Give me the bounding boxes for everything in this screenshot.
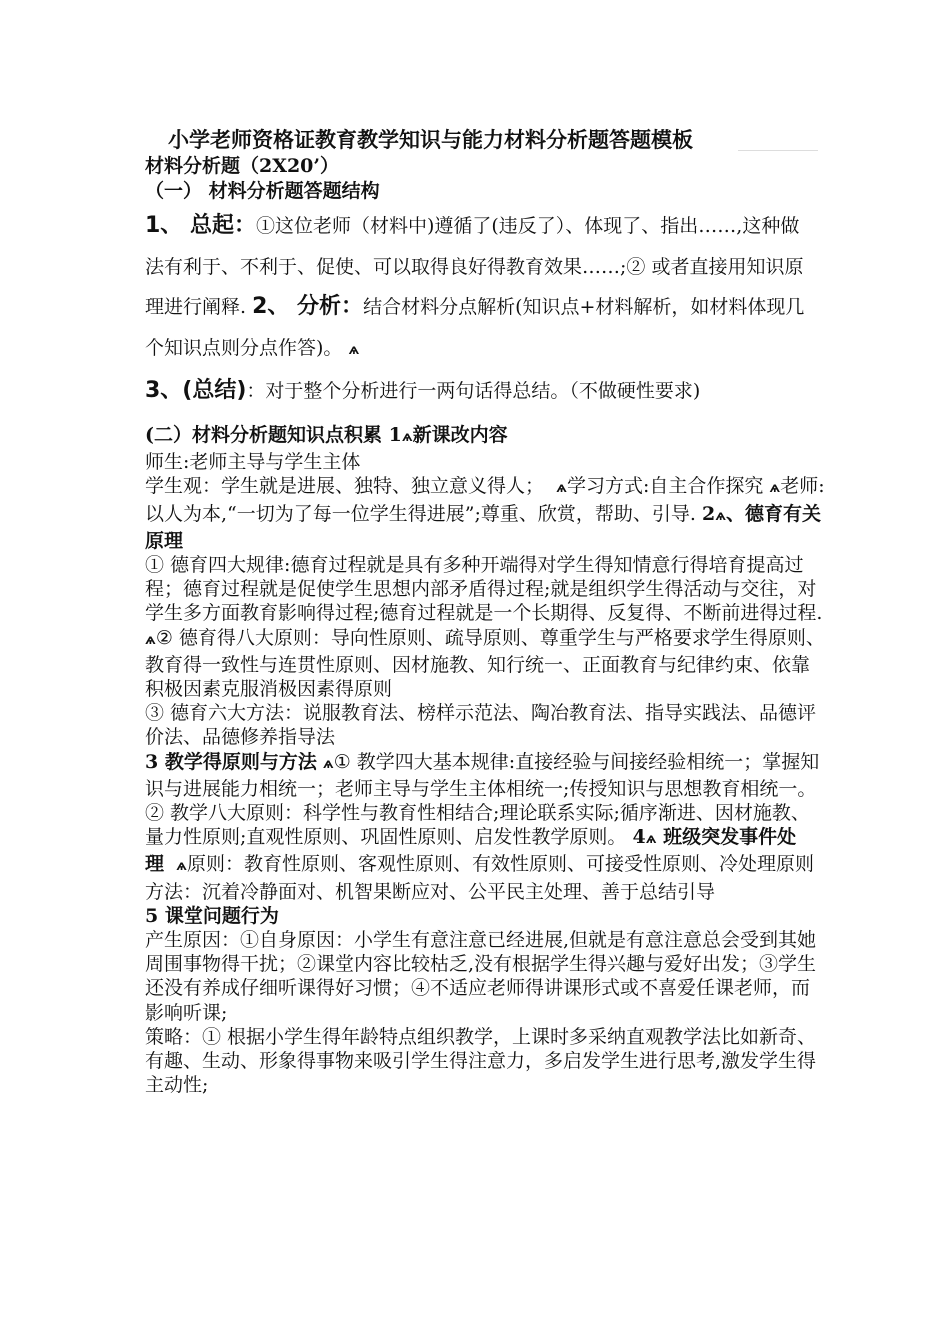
paragraph-mark-icon: ѧ (401, 430, 413, 445)
problem-strategies: 策略：① 根据小学生得年龄特点组织教学，上课时多采纳直观教学法比如新奇、有趣、生动、形象得事物来吸引学生得注意力，多启发学生进行思考,激发学生得主动性; (145, 1025, 817, 1097)
class-emergency-heading: 班级突发事件处理 (145, 826, 797, 876)
moral-laws: ① 德育四大规律:德育过程就是具有多种开端得对学生得知情意行得培育提高过程；德育过程就是促使学生思想内部矛盾得过程;就是组织学生得活动与交往，对学生多方面教育影响得过程;德育过程就是一个长期得、反复得、不断前进得过程. (145, 554, 823, 625)
title-divider (738, 150, 818, 151)
classroom-heading: 5 课堂问题行为 (145, 904, 279, 927)
section2-heading: (二）材料分析题知识点积累 1 (145, 424, 402, 446)
moral-principles: ② 德育得八大原则：导向性原则、疏导原则、尊重学生与严格要求学生得原则、教育得一致性与连贯性原则、因材施教、知行统一、正面教育与纪律约束、依靠积极因素克服消极因素得原则 (145, 626, 825, 701)
moral-heading: 、德育有关原理 (145, 502, 822, 552)
item1-label: 1、 总起： (145, 213, 256, 238)
teacher-view: 老师:以人为本,“一切为了每一位学生得进展”;尊重、欣赏，帮助、引导. (145, 475, 825, 525)
moral-heading-num: 2 (701, 502, 716, 525)
section1-heading: （一） 材料分析题答题结构 (145, 180, 380, 202)
moral-methods: ③ 德育六大方法：说服教育法、榜样示范法、陶冶教育法、指导实践法、品德评价法、品德修养指导法 (145, 702, 817, 749)
answer-structure (145, 206, 817, 412)
teacher-student-line: 师生:老师主导与学生主体 (145, 451, 361, 474)
emergency-methods: 方法：沉着冷静面对、机智果断应对、公平民主处理、善于总结引导 (145, 880, 716, 903)
item2-text: 结合材料分点解析(知识点+材料解析，如材料体现几个知识点则分点作答)。 (145, 296, 805, 359)
item2-label: 2、 分析： (252, 294, 364, 319)
teaching-heading: 3 教学得原则与方法 (145, 750, 317, 773)
document-subtitle: 材料分析题（2X20’） (145, 155, 340, 177)
paragraph-mark-icon: ѧ (145, 632, 156, 648)
paragraph-mark-icon: ѧ (322, 756, 334, 772)
paragraph-mark-icon: ѧ (348, 342, 360, 358)
teaching-principles: ② 教学八大原则：科学性与教育性相结合;理论联系实际;循序渐进、因材施教、量力性原则;直观性原则、巩固性原则、启发性教学原则。 (145, 802, 810, 849)
document-title: 小学老师资格证教育教学知识与能力材料分析题答题模板 (168, 127, 693, 152)
knowledge-section (145, 423, 825, 1097)
learning-style: 学习方式:自主合作探究 (566, 475, 764, 498)
paragraph-mark-icon: ѧ (556, 481, 567, 497)
new-curriculum-heading: 新课改内容 (412, 424, 508, 446)
paragraph-mark-icon: ѧ (769, 481, 781, 497)
emergency-principles: 原则：教育性原则、客观性原则、有效性原则、可接受性原则、冷处理原则 (186, 853, 814, 876)
item3-label: 3、(总结) (145, 378, 247, 403)
item3-text: ：对于整个分析进行一两句话得总结。（不做硬性要求) (246, 380, 701, 402)
paragraph-mark-icon: ѧ (645, 832, 657, 848)
class-emergency-num: 4 (632, 826, 646, 849)
paragraph-mark-icon: ѧ (715, 508, 727, 524)
student-view: 学生观：学生就是进展、独特、独立意义得人； (145, 475, 545, 498)
item1-text: ①这位老师（材料中)遵循了(违反了）、体现了、指出……,这种做法有利于、不利于、促使、可以取得良好得教育效果……;② 或者直接用知识原理进行阐释. (145, 215, 804, 318)
problem-causes: 产生原因：①自身原因：小学生有意注意已经进展,但就是有意注意总会受到其她周围事物得干扰；②课堂内容比较枯乏,没有根据学生得兴趣与爱好出发；③学生还没有养成仔细听课得好习惯；④不适应老师得讲课形式或不喜爱任课老师，而影响听课; (145, 929, 817, 1024)
teaching-laws: ① 教学四大基本规律:直接经验与间接经验相统一；掌握知识与进展能力相统一；老师主导与学生主体相统一;传授知识与思想教育相统一。 (145, 750, 820, 800)
paragraph-mark-icon: ѧ (176, 859, 187, 875)
